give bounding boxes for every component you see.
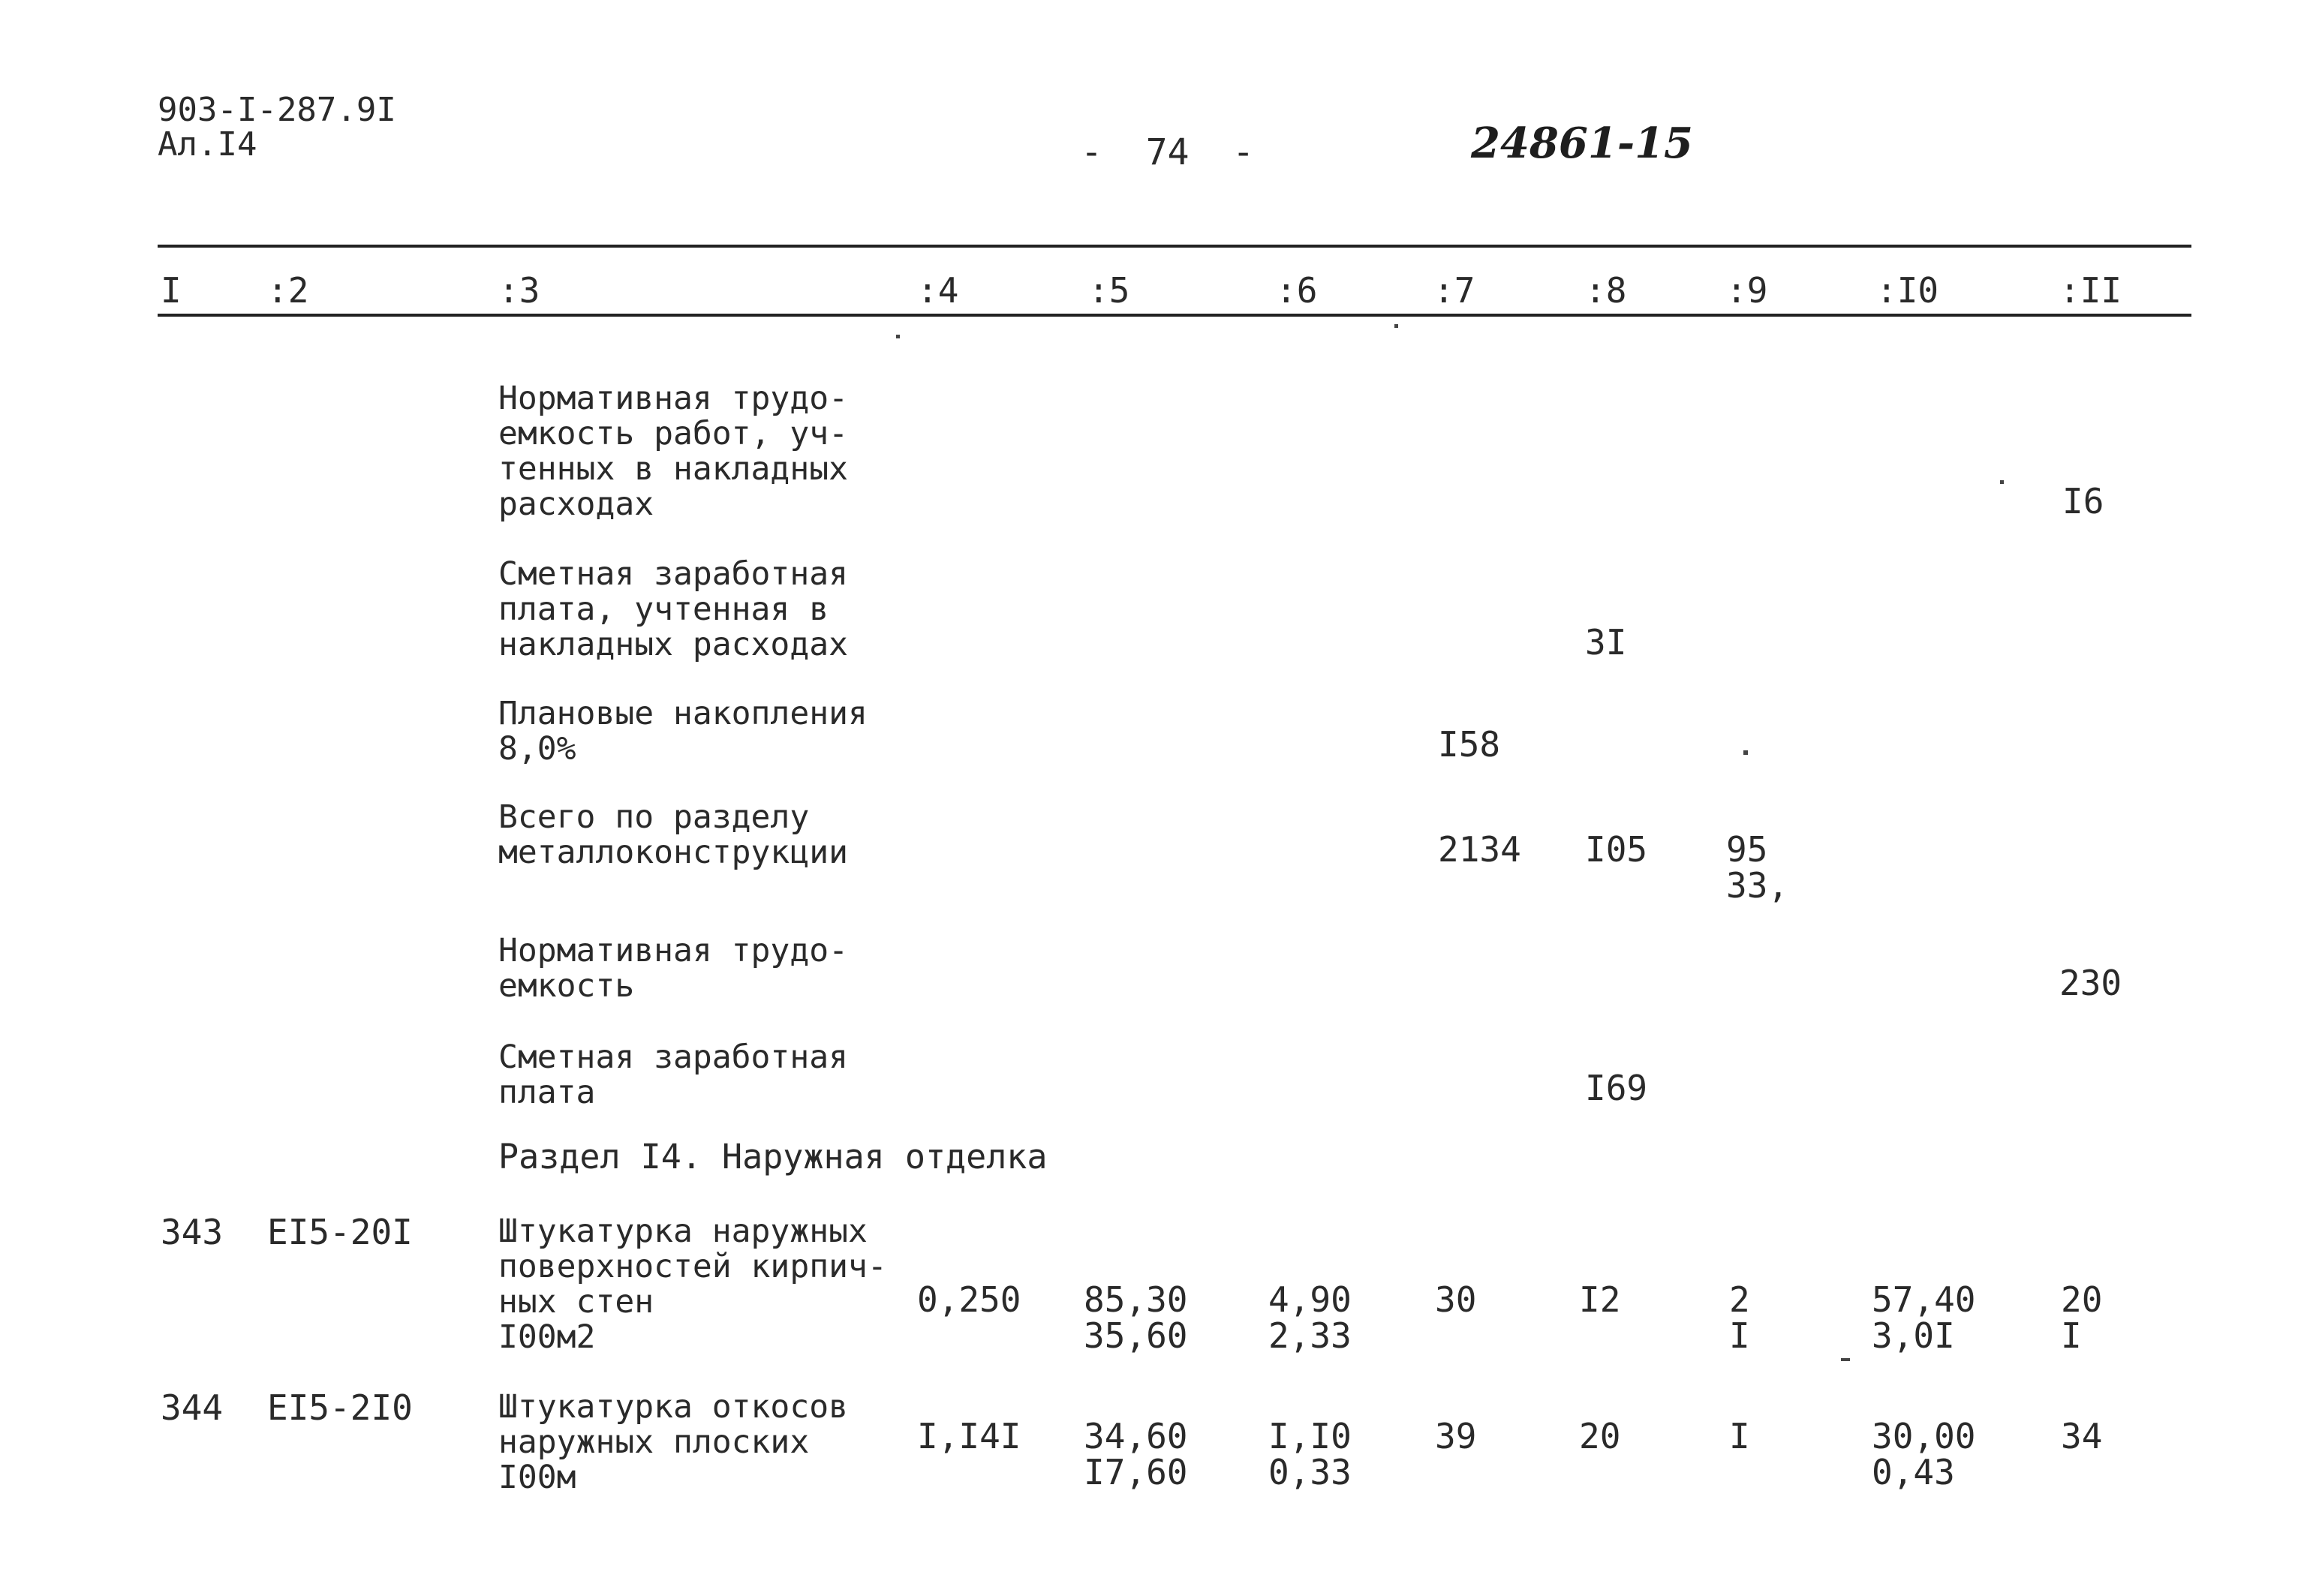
scan-speck (1841, 1358, 1850, 1361)
col-header-10: :I0 (1876, 270, 1939, 311)
section-title: Раздел I4. Наружная отделка (498, 1137, 1048, 1177)
header-rule (158, 314, 2191, 317)
cell-col4: I,I4I (917, 1416, 1021, 1456)
cell-col8: I69 (1585, 1068, 1648, 1108)
cell-col7: I58 (1438, 724, 1501, 765)
row-text: Сметная заработная плата (498, 1038, 848, 1111)
scan-speck (896, 335, 900, 338)
col-header-11: :II (2059, 270, 2122, 311)
row-text: Всего по разделу металлоконструкции (498, 798, 848, 871)
scan-speck (1743, 750, 1748, 755)
row-text: Плановые накопления 8,0% (498, 695, 868, 768)
col-header-2: :2 (267, 270, 309, 311)
cell-col11: 20 I (2061, 1279, 2103, 1356)
album-number: Ал.I4 (158, 125, 257, 164)
row-text: Штукатурка наружных поверхностей кирпич- ных стен I00м2 (498, 1213, 887, 1356)
col-header-7: :7 (1433, 270, 1475, 311)
top-rule (158, 245, 2191, 248)
col-header-9: :9 (1726, 270, 1768, 311)
cell-col11: 34 (2061, 1416, 2103, 1456)
col-header-1: I (161, 270, 182, 311)
cell-col8: I05 (1585, 829, 1648, 870)
cell-col7: 30 (1435, 1279, 1477, 1320)
cell-col6: I,I0 0,33 (1268, 1416, 1352, 1492)
row-text: Нормативная трудо- емкость работ, уч- тенных в накладных расходах (498, 380, 848, 523)
cell-col10: 30,00 0,43 (1872, 1416, 1976, 1492)
col-header-4: :4 (917, 270, 959, 311)
document-code: 903-I-287.9I (158, 91, 396, 129)
cell-col10: 57,40 3,0I (1872, 1279, 1976, 1356)
col-header-3: :3 (498, 270, 540, 311)
cell-col1: 343 (161, 1212, 224, 1252)
cell-col2: ЕI5-20I (267, 1212, 413, 1252)
cell-col9: 95 33, (1726, 829, 1789, 906)
scan-speck (1394, 324, 1398, 328)
row-text: Сметная заработная плата, учтенная в накладных расходах (498, 555, 848, 663)
row-text: Нормативная трудо- емкость (498, 932, 848, 1005)
row-text: Штукатурка откосов наружных плоских I00м (498, 1388, 848, 1496)
cell-col9: I (1729, 1416, 1750, 1456)
cell-col8: 3I (1585, 622, 1627, 663)
cell-col2: ЕI5-2I0 (267, 1387, 413, 1428)
scan-speck (2000, 480, 2004, 484)
cell-col1: 344 (161, 1387, 224, 1428)
col-header-8: :8 (1585, 270, 1627, 311)
cell-col4: 0,250 (917, 1279, 1021, 1320)
cell-col6: 4,90 2,33 (1268, 1279, 1352, 1356)
page-number: - 74 - (1081, 131, 1255, 173)
cell-col11: I6 (2062, 481, 2104, 521)
cell-col8: 20 (1579, 1416, 1621, 1456)
cell-col7: 2134 (1438, 829, 1521, 870)
col-header-5: :5 (1088, 270, 1130, 311)
cell-col5: 85,30 35,60 (1084, 1279, 1188, 1356)
cell-col5: 34,60 I7,60 (1084, 1416, 1188, 1492)
cell-col7: 39 (1435, 1416, 1477, 1456)
col-header-6: :6 (1276, 270, 1318, 311)
cell-col8: I2 (1579, 1279, 1621, 1320)
cell-col9: 2 I (1729, 1279, 1750, 1356)
cell-col11: 230 (2059, 963, 2122, 1003)
handwritten-doc-number: 24861-15 (1471, 119, 1693, 168)
